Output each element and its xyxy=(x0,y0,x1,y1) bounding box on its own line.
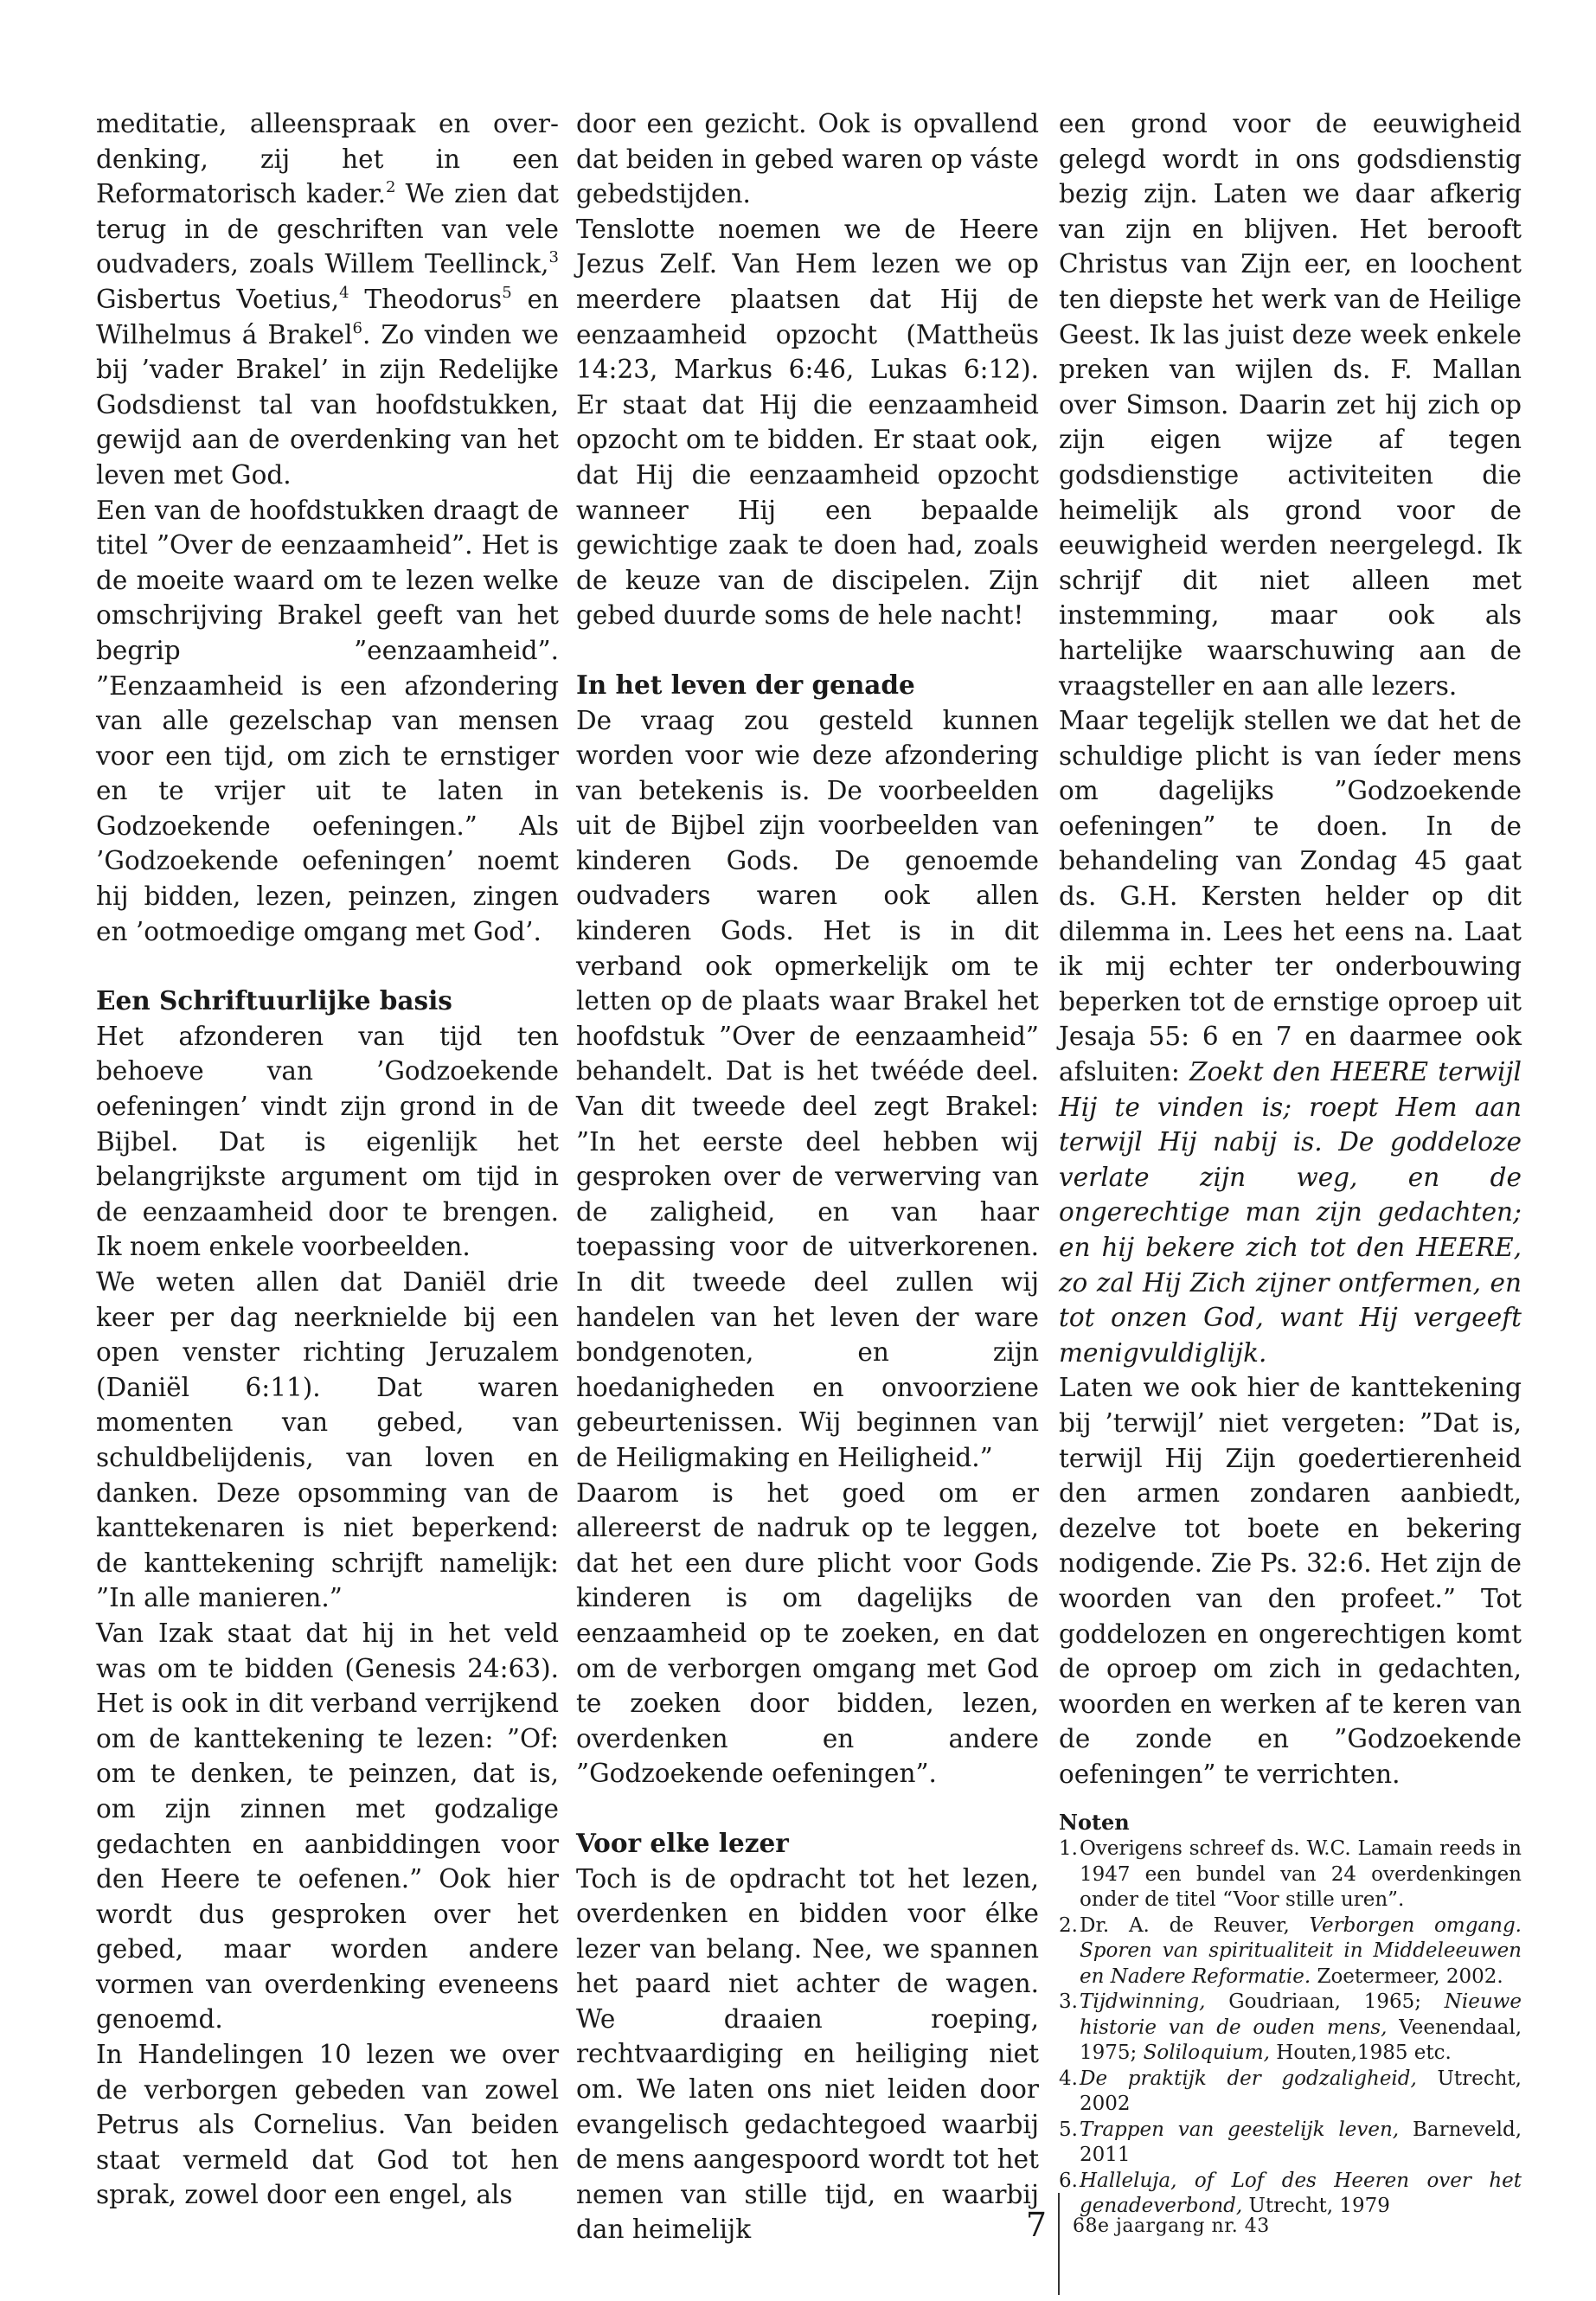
footnote-ref[interactable]: 3 xyxy=(548,248,559,267)
section-heading: Een Schriftuurlijke basis xyxy=(96,985,452,1016)
paragraph: Een van de hoofdstukken draagt de titel ”Over de eenzaamheid”. Het is de moeite waard om te lezen welke omschrijving Brakel geeft van het begrip ”eenzaamheid”. ”Eenzaamheid is een afzondering van alle gezelschap van mensen voor een tijd, om zich te ernstiger en te vrijer uit te laten in Godzoekende oefeningen.” Als ’Godzoekende oefeningen’ noemt hij bidden, lezen, peinzen, zingen en ’ootmoedige omgang met God’. xyxy=(96,495,559,946)
paragraph: Het afzonderen van tijd ten behoeve van ’Godzoekende oefeningen’ vindt zijn grond in de Bijbel. Dat is eigenlijk het belangrijkste argument om tijd in de eenzaamheid door te brengen. Ik noem enkele voorbeelden. xyxy=(96,1021,559,1262)
footnote-ref[interactable]: 5 xyxy=(502,283,512,302)
column-2 xyxy=(576,106,1039,2247)
paragraph: Daarom is het goed om er allereerst de nadruk op te leggen, dat het een dure plicht voor Gods kinderen is om dagelijks de eenzaamheid op te zoeken, en dat om de verborgen omgang met God te zoeken door bidden, lezen, overdenken en andere ”Godzoekende oefeningen”. xyxy=(576,1477,1039,1789)
footnote-ref[interactable]: 6 xyxy=(352,318,362,337)
paragraph: In Handelingen 10 lezen we over de verborgen gebeden van zowel Petrus als Cornelius. Van beiden staat vermeld dat God tot hen sprak, zowel door een engel, als xyxy=(96,2040,559,2210)
paragraph: Maar tegelijk stellen we dat het de schuldige plicht is van íeder mens om dagelijks ”Godzoekende oefeningen” te doen. In de behandeling van Zondag 45 gaat ds. G.H. Kersten helder op dit dilemma in. Lees het eens na. Laat ik mij echter ter onderbouwing beperken tot de ernstige oproep uit Jesaja 55: 6 en 7 en daarmee ook afsluiten: Zoekt den HEERE terwijl Hij te vinden is; roept Hem aan terwijl Hij nabij is. De goddeloze verlate zijn weg, en de ongerechtige man zijn gedachten; en hij bekere zich tot den HEERE, zo zal Hij Zich zijner ontfermen, en tot onzen God, want Hij vergeeft menigvuldiglijk. xyxy=(1059,706,1522,1368)
paragraph: Tenslotte noemen we de Heere Jezus Zelf. Van Hem lezen we op meerdere plaatsen dat Hij de eenzaamheid opzocht (Mattheüs 14:23, Markus 6:46, Lukas 6:12). Er staat dat Hij die eenzaamheid opzocht om te bidden. Er staat ook, dat Hij die eenzaamheid opzocht wanneer Hij een bepaalde gewichtige zaak te doen had, zoals de keuze van de discipelen. Zijn gebed duurde soms de hele nacht! xyxy=(576,214,1039,631)
column-3 xyxy=(1059,106,1522,2220)
footnotes-heading: Noten xyxy=(1059,1809,1130,1835)
paragraph: De vraag zou gesteld kunnen worden voor wie deze afzondering van betekenis is. De voorbeelden uit de Bijbel zijn voorbeelden van kinderen Gods. De genoemde oudvaders waren ook allen kinderen Gods. Het is in dit verband ook opmerkelijk om te letten op de plaats waar Brakel het hoofdstuk ”Over de eenzaamheid” behandelt. Dat is het twééde deel. Van dit tweede deel zegt Brakel: ”In het eerste deel hebben wij gesproken over de verwerving van de zaligheid, en van haar toepassing voor de uitverkorenen. In dit tweede deel zullen wij handelen van het leven der ware bondgenoten, en zijn hoedanigheden en onvoorziene gebeurtenissen. Wij beginnen van de Heiligmaking en Heiligheid.” xyxy=(576,705,1039,1472)
footnote-item: 4. De praktijk der godzaligheid, Utrecht, 2002 xyxy=(1059,2067,1522,2115)
footnote-item: 5. Trappen van geestelijk leven, Barneveld, 2011 xyxy=(1059,2118,1522,2166)
paragraph: een grond voor de eeuwigheid gelegd wordt in ons godsdienstig bezig zijn. Laten we daar afkerig van zijn en blijven. Het berooft Christus van Zijn eer, en loochent ten diepste het werk van de Heilige Geest. Ik las juist deze week enkele preken van wijlen ds. F. Mallan over Simson. Daarin zet hij zich op zijn eigen wijze af tegen godsdienstige activiteiten die heimelijk als grond voor de eeuwigheid werden neergelegd. Ik schrijf dit niet alleen met instemming, maar ook als hartelijke waarschuwing aan de vraagsteller en aan alle lezers. xyxy=(1059,109,1522,701)
paragraph: We weten allen dat Daniël drie keer per dag neerknielde bij een open venster richting Jeruzalem (Daniël 6:11). Dat waren momenten van gebed, van schuldbelijdenis, van loven en danken. Deze opsomming van de kanttekenaren is niet beperkend: de kanttekening schrijft namelijk: ”In alle manieren.” xyxy=(96,1267,559,1613)
footnote-item: 6. Halleluja, of Lof des Heeren over het genadeverbond, Utrecht, 1979 xyxy=(1059,2169,1522,2217)
paragraph: Van Izak staat dat hij in het veld was om te bidden (Genesis 24:63). Het is ook in dit verband verrijkend om de kanttekening te lezen: ”Of: om te denken, te peinzen, dat is, om zijn zinnen met godzalige gedachten en aanbiddingen voor den Heere te oefenen.” Ook hier wordt dus gesproken over het gebed, maar worden andere vormen van overdenking eveneens genoemd. xyxy=(96,1618,559,2035)
footer-divider xyxy=(1058,2193,1060,2295)
issue-label: 68e jaargang nr. 43 xyxy=(1073,2215,1270,2237)
paragraph: Toch is de opdracht tot het lezen, overdenken en bidden voor élke lezer van belang. Nee, we spannen het paard niet achter de wagen. We draaien roeping, rechtvaardiging en heiliging niet om. We laten ons niet leiden door evangelisch gedachtegoed waarbij de mens aangespoord wordt tot het nemen van stille tijd, en waarbij dan heimelijk xyxy=(576,1863,1039,2245)
footnote-item: 1. Overigens schreef ds. W.C. Lamain reeds in 1947 een bundel van 24 overdenkingen onder de titel “Voor stille uren”. xyxy=(1059,1837,1522,1911)
footnote-item: 3. Tijdwinning, Goudriaan, 1965; Nieuwe historie van de ouden mens, Veenendaal, 1975; Soliloquium, Houten,1985 etc. xyxy=(1059,1990,1522,2064)
paragraph: Laten we ook hier de kanttekening bij ’terwijl’ niet vergeten: ”Dat is, terwijl Hij Zijn goedertierenheid den armen zondaren aanbiedt, dezelve tot boete en bekering nodigende. Zie Ps. 32:6. Het zijn de woorden van den profeet.” Tot goddelozen en ongerechtigen komt de oproep om zich in gedachten, woorden en werken af te keren van de zonde en ”Godzoekende oefeningen” te verrichten. xyxy=(1059,1373,1522,1789)
page-number: 7 xyxy=(1025,2206,1047,2244)
footnote-ref[interactable]: 2 xyxy=(386,178,396,197)
column-1 xyxy=(96,106,559,2213)
footnote-item: 2. Dr. A. de Reuver, Verborgen omgang. Sporen van spiritualiteit in Middeleeuwen en Nadere Reformatie. Zoetermeer, 2002. xyxy=(1059,1913,1522,1988)
page-footer xyxy=(0,2193,1596,2297)
paragraph: door een gezicht. Ook is opvallend dat beiden in gebed waren op váste gebedstijden. xyxy=(576,109,1039,209)
footnote-ref[interactable]: 4 xyxy=(339,283,349,302)
paragraph: meditatie, alleenspraak en over-denking, zij het in een Reformatorisch kader.$^2$ We zien dat terug in de geschriften van vele oudvaders, zoals Willem Teellinck,$^3$ Gisbertus Voetius,$^4$ Theodorus$^5$ en Wilhelmus á Brakel$^6$. Zo vinden we bij ’vader Brakel’ in zijn Redelijke Godsdienst tal van hoofdstukken, gewijd aan de overdenking van het leven met God. xyxy=(96,109,559,490)
section-heading: In het leven der genade xyxy=(576,669,915,700)
section-heading: Voor elke lezer xyxy=(576,1827,789,1858)
scripture-quote: Zoekt den HEERE terwijl Hij te vinden is; roept Hem aan terwijl Hij nabij is. De goddeloze verlate zijn weg, en de ongerechtige man zijn gedachten; en hij bekere zich tot den HEERE, zo zal Hij Zich zijner ontfermen, en tot onzen God, want Hij vergeeft menigvuldiglijk. xyxy=(1059,1057,1522,1368)
footnotes xyxy=(1059,1810,1522,2220)
